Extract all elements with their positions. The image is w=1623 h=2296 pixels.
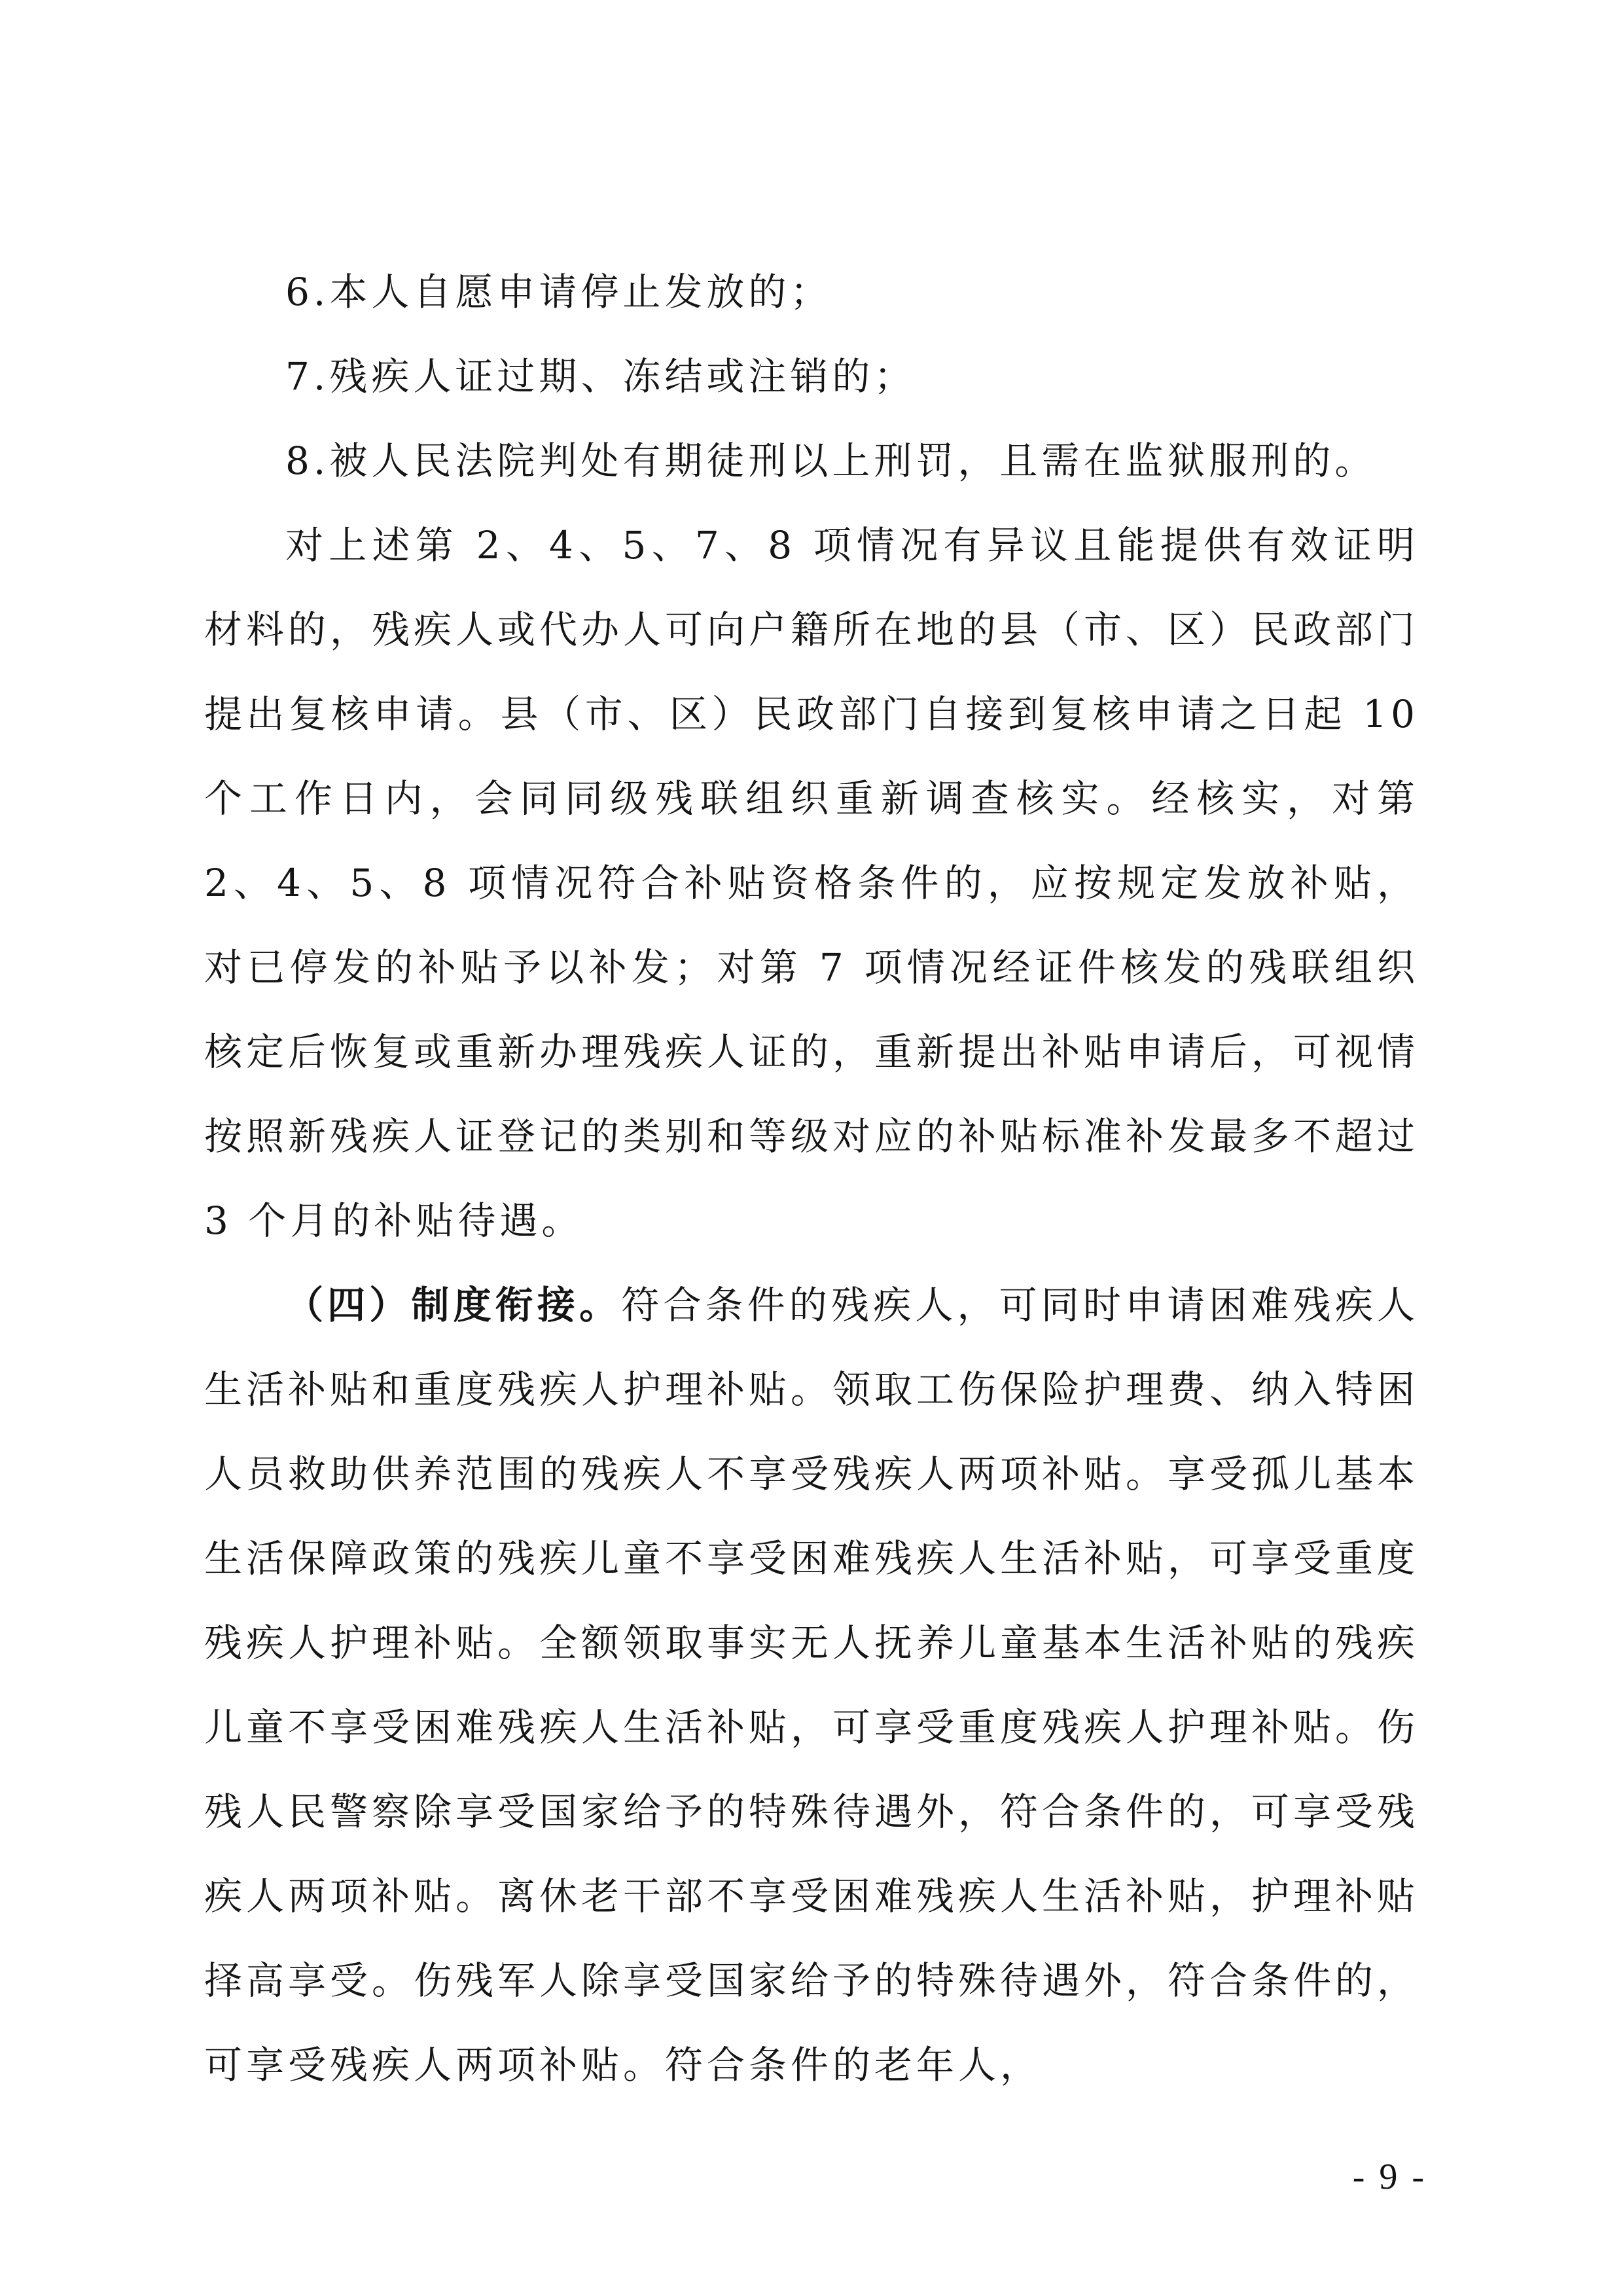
section-heading: （四）制度衔接。 (285, 1283, 622, 1327)
list-item-8: 8.被人民法院判处有期徒刑以上刑罚，且需在监狱服刑的。 (285, 439, 1377, 483)
body-text (204, 250, 1419, 2108)
system-connection-paragraph (204, 1263, 1419, 2108)
list-item-6: 6.本人自愿申请停止发放的； (285, 270, 832, 314)
page-number: - 9 - (1352, 2157, 1427, 2197)
list-item-7: 7.残疾人证过期、冻结或注销的； (285, 354, 916, 399)
review-paragraph: 对上述第 2、4、5、7、8 项情况有异议且能提供有效证明材料的，残疾人或代办人可向户籍所在地的县（市、区）民政部门提出复核申请。县（市、区）民政部门自接到复核申请之日起 10 个工作日内，会同同级残联组织重新调查核实。经核实，对第 2、4、5、8 项情况符合补贴资格条件的，应按规定发放补贴，对已停发的补贴予以补发；对第 7 项情况经证件核发的残联组织核定后恢复或重新办理残疾人证的，重新提出补贴申请后，可视情按照新残疾人证登记的类别和等级对应的补贴标准补发最多不超过 3 个月的补贴待遇。 (204, 523, 1419, 1243)
section-body: 符合条件的残疾人，可同时申请困难残疾人生活补贴和重度残疾人护理补贴。领取工伤保险护理费、纳入特困人员救助供养范围的残疾人不享受残疾人两项补贴。享受孤儿基本生活保障政策的残疾儿童不享受困难残疾人生活补贴，可享受重度残疾人护理补贴。全额领取事实无人抚养儿童基本生活补贴的残疾儿童不享受困难残疾人生活补贴，可享受重度残疾人护理补贴。伤残人民警察除享受国家给予的特殊待遇外，符合条件的，可享受残疾人两项补贴。离休老干部不享受困难残疾人生活补贴，护理补贴择高享受。伤残军人除享受国家给予的特殊待遇外，符合条件的，可享受残疾人两项补贴。符合条件的老年人， (204, 1283, 1419, 2087)
